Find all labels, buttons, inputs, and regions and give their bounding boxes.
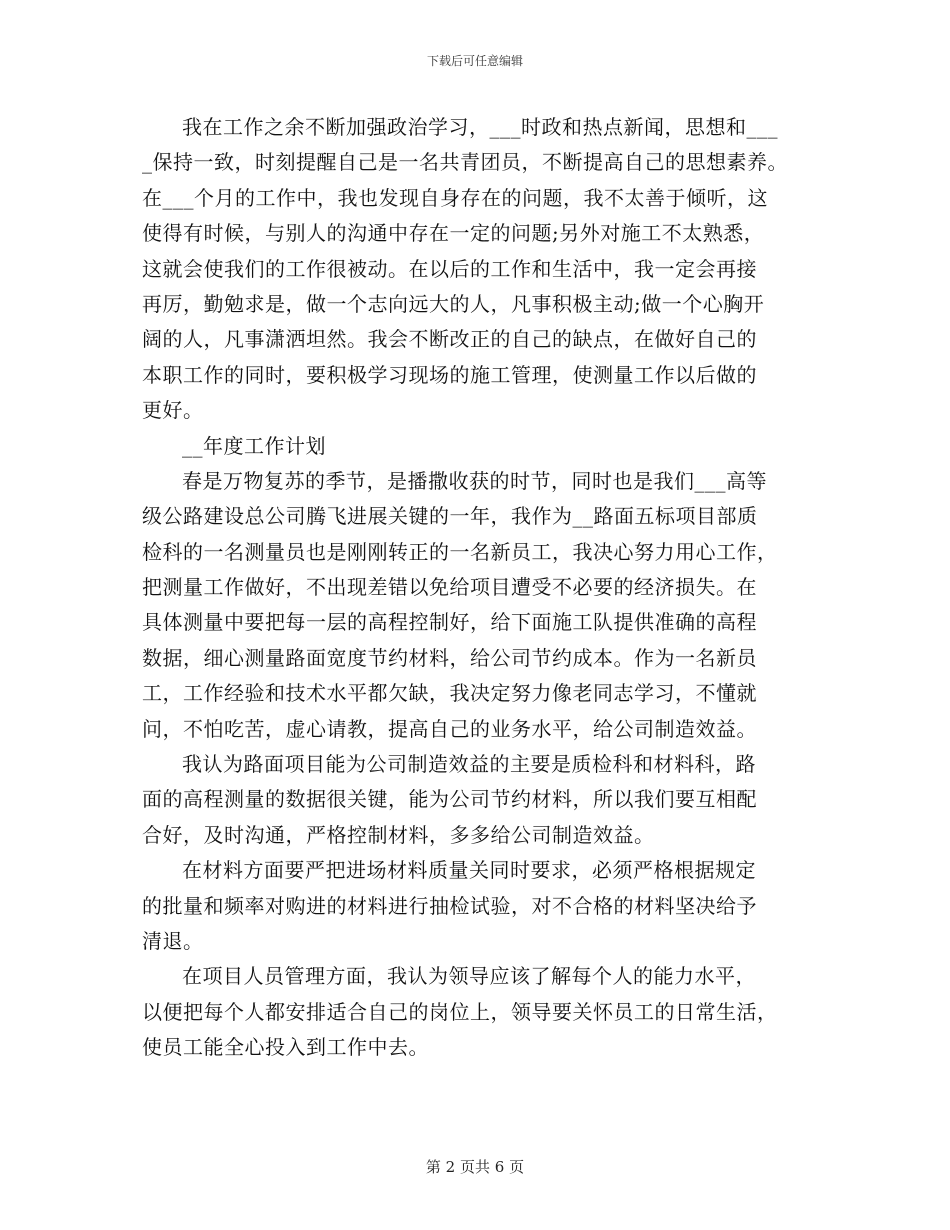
body-text-line: 面的高程测量的数据很关键，能为公司节约材料，所以我们要互相配 [142, 787, 757, 812]
body-text-line: 本职工作的同时，要积极学习现场的施工管理，使测量工作以后做的 [142, 362, 757, 387]
body-text-line: 工，工作经验和技术水平都欠缺，我决定努力像老同志学习，不懂就 [142, 681, 757, 706]
body-text-line: 级公路建设总公司腾飞进展关键的一年，我作为__路面五标项目部质 [142, 504, 758, 529]
body-text-line: 在项目人员管理方面，我认为领导应该了解每个人的能力水平， [182, 964, 756, 989]
body-text-line: 我认为路面项目能为公司制造效益的主要是质检科和材料科，路 [182, 752, 756, 777]
body-text-line: 以便把每个人都安排适合自己的岗位上，领导要关怀员工的日常生活， [142, 999, 778, 1024]
body-text-line: 把测量工作做好，不出现差错以免给项目遭受不必要的经济损失。在 [142, 575, 757, 600]
body-text-line: 问，不怕吃苦，虚心请教，提高自己的业务水平，给公司制造效益。 [142, 716, 757, 741]
body-text-line: 数据，细心测量路面宽度节约材料，给公司节约成本。作为一名新员 [142, 645, 757, 670]
body-text-line: 更好。 [142, 398, 204, 423]
body-text-line: 阔的人，凡事潇洒坦然。我会不断改正的自己的缺点，在做好自己的 [142, 327, 757, 352]
body-text-line: 检科的一名测量员也是刚刚转正的一名新员工，我决心努力用心工作， [142, 539, 778, 564]
body-text-line: _保持一致，时刻提醒自己是一名共青团员，不断提高自己的思想素养。 [142, 150, 788, 175]
body-text-line: 在材料方面要严把进场材料质量关同时要求，必须严格根据规定 [182, 858, 756, 883]
body-text-line: 我在工作之余不断加强政治学习，___时政和热点新闻，思想和___ [182, 115, 778, 139]
body-text-line: 合好，及时沟通，严格控制材料，多多给公司制造效益。 [142, 822, 655, 847]
body-text-line: 具体测量中要把每一层的高程控制好，给下面施工队提供准确的高程 [142, 610, 757, 635]
body-text-line: 的批量和频率对购进的材料进行抽检试验，对不合格的材料坚决给予 [142, 893, 757, 918]
document-body [142, 110, 812, 1066]
page-header: 下载后可任意编辑 [426, 54, 523, 68]
body-text-line: __年度工作计划 [182, 433, 326, 458]
body-text-line: 清退。 [142, 928, 204, 953]
body-text-line: 在___个月的工作中，我也发现自身存在的问题，我不太善于倾听，这 [142, 185, 768, 210]
body-text-line: 春是万物复苏的季节，是播撒收获的时节，同时也是我们___高等 [182, 468, 767, 493]
body-text-line: 使得有时候，与别人的沟通中存在一定的问题;另外对施工不太熟悉， [142, 221, 765, 246]
body-text-line: 使员工能全心投入到工作中去。 [142, 1035, 429, 1060]
body-text-line: 这就会使我们的工作很被动。在以后的工作和生活中，我一定会再接 [142, 256, 757, 281]
body-text-line: 再厉，勤勉求是，做一个志向远大的人，凡事积极主动;做一个心胸开 [142, 291, 765, 316]
page-number-footer: 第 2 页共 6 页 [425, 1158, 525, 1176]
